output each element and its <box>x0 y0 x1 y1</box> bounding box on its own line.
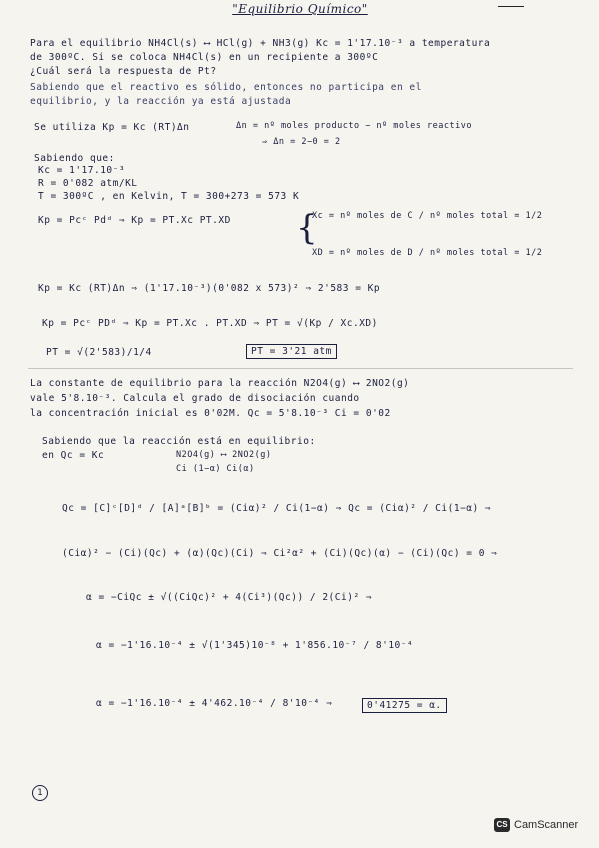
p1-line-5: equilibrio, y la reacción ya está ajustada <box>30 96 292 107</box>
p2-line-8: α = −CiQc ± √((CiQc)² + 4(Ci³)(Qc)) / 2(Ci)² ⇒ <box>86 592 373 603</box>
p2-line-6: Qc = [C]ᶜ[D]ᵈ / [A]ᵃ[B]ᵇ = (Ciα)² / Ci(1−α) ⇒ Qc = (Ciα)² / Ci(1−α) ⇒ <box>62 503 492 514</box>
p2-result <box>362 698 447 713</box>
p1-line-1: Para el equilibrio NH4Cl(s) ⟷ HCl(g) + NH3(g) Kc = 1'17.10⁻³ a temperatura <box>30 38 491 49</box>
p2-line-9: α = −1'16.10⁻⁴ ± √(1'345)10⁻⁸ + 1'856.10⁻⁷ / 8'10⁻⁴ <box>96 640 414 651</box>
camscanner-label: CamScanner <box>514 819 579 831</box>
brace-symbol: { <box>296 208 318 248</box>
p2-line-3: la concentración inicial es 0'02M. Qc = 5'8.10⁻³ Ci = 0'02 <box>30 408 391 419</box>
camscanner-logo-icon: CS <box>494 818 510 832</box>
p1-line-8: Kc = 1'17.10⁻³ <box>38 165 126 176</box>
p1-line-11b: Xc = nº moles de C / nº moles total = 1/2 <box>312 211 543 221</box>
section-divider <box>28 368 573 369</box>
p2-line-4: Sabiendo que la reacción está en equilibrio: <box>42 436 316 447</box>
page-number: 1 <box>32 785 48 801</box>
page-title: "Equilibrio Químico" <box>232 2 368 16</box>
p1-line-2: de 300ºC. Si se coloca NH4Cl(s) en un recipiente a 300ºC <box>30 52 379 63</box>
p1-line-6b: Δn = nº moles producto − nº moles reactivo <box>236 121 472 131</box>
p2-line-1: La constante de equilibrio para la reacción N2O4(g) ⟷ 2NO2(g) <box>30 378 410 389</box>
p1-line-6c: ⇒ Δn = 2−0 = 2 <box>262 137 341 147</box>
p1-line-3: ¿Cuál será la respuesta de Pt? <box>30 66 217 77</box>
p2-line-7: (Ciα)² − (Ci)(Qc) + (α)(Qc)(Ci) ⇒ Ci²α² + (Ci)(Qc)(α) − (Ci)(Qc) = 0 ⇒ <box>62 548 498 559</box>
p1-line-9: R = 0'082 atm/KL <box>38 178 138 189</box>
corner-dash <box>498 6 524 7</box>
p1-line-11: Kp = Pcᶜ Pdᵈ ⇒ Kp = PT.Xc PT.XD <box>38 215 231 226</box>
p1-line-14: PT = √(2'583)/1/4 <box>46 347 152 358</box>
p1-line-12: Kp = Kc (RT)Δn ⇒ (1'17.10⁻³)(0'082 x 573)² ⇒ 2'583 = Kp <box>38 283 381 294</box>
camscanner-watermark <box>494 818 578 832</box>
alpha-result-box: 0'41275 = α. <box>362 698 447 713</box>
p2-line-5c: Ci (1−α) Ci(α) <box>176 464 255 474</box>
p1-result <box>246 344 337 359</box>
p1-line-7: Sabiendo que: <box>34 153 115 164</box>
p1-line-11c: XD = nº moles de D / nº moles total = 1/2 <box>312 248 543 258</box>
p2-line-10: α = −1'16.10⁻⁴ ± 4'462.10⁻⁴ / 8'10⁻⁴ ⇒ <box>96 698 333 709</box>
p1-line-10: T = 300ºC , en Kelvin, T = 300+273 = 573 K <box>38 191 300 202</box>
pt-result-box: PT = 3'21 atm <box>246 344 337 359</box>
p1-line-13: Kp = Pcᶜ PDᵈ ⇒ Kp = PT.Xc . PT.XD ⇒ PT = √(Kp / Xc.XD) <box>42 318 378 329</box>
p1-line-6: Se utiliza Kp = Kc (RT)Δn <box>34 122 190 133</box>
p2-line-5b: N2O4(g) ⟷ 2NO2(g) <box>176 450 272 460</box>
p1-line-4: Sabiendo que el reactivo es sólido, entonces no participa en el <box>30 82 422 93</box>
p2-line-2: vale 5'8.10⁻³. Calcula el grado de disociación cuando <box>30 393 360 404</box>
p2-line-5: en Qc = Kc <box>42 450 105 461</box>
